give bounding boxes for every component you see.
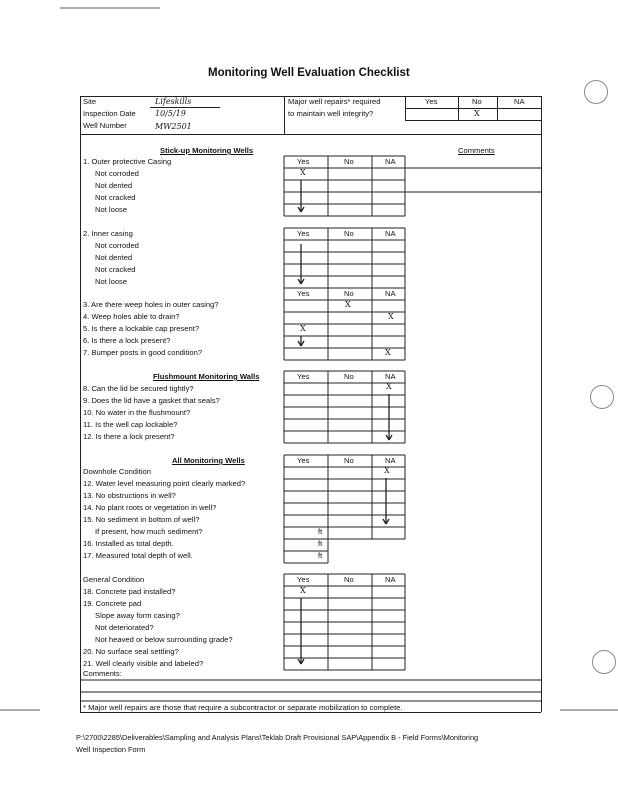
q1b-not-dented: Not dented [95, 181, 133, 190]
stickup-no-header: No [344, 157, 354, 166]
general-na-header: NA [385, 575, 396, 584]
inner-na-header: NA [385, 229, 396, 238]
section-all-wells: All Monitoring Wells [172, 456, 245, 465]
weep-na-header: NA [385, 289, 396, 298]
q1c-not-cracked: Not cracked [95, 193, 136, 202]
q3-weep-holes: 3. Are there weep holes in outer casing? [83, 300, 219, 309]
q14-no-roots: 14. No plant roots or vegetation in well? [83, 503, 217, 512]
q12-lock-present: 12. Is there a lock present? [83, 432, 175, 441]
q7-na-mark: X [385, 348, 391, 357]
q16-unit-ft: ft [318, 539, 323, 548]
footer-path-line1: P:\2700\2285\Deliverables\Sampling and Analysis Plans\Teklab Draft Provisional SAP\Appendix B - Field Forms\Monitoring [76, 733, 479, 742]
q1d-not-loose: Not loose [95, 205, 128, 214]
stickup-na-header: NA [385, 157, 396, 166]
footnote: * Major well repairs are those that require a subcontractor or separate mobilization to complete. [83, 703, 403, 712]
q1-yes-mark: X [300, 168, 306, 177]
site-underline [150, 107, 220, 108]
q2c-not-cracked: Not cracked [95, 265, 136, 274]
q2b-not-dented: Not dented [95, 253, 133, 262]
well-number-label: Well Number [83, 121, 127, 130]
weep-yes-header: Yes [297, 289, 310, 298]
q8-lid-secured: 8. Can the lid be secured tightly? [83, 384, 194, 393]
q1a-not-corroded: Not corroded [95, 169, 139, 178]
q15-no-sediment: 15. No sediment in bottom of well? [83, 515, 200, 524]
inner-no-header: No [344, 229, 354, 238]
general-no-header: No [344, 575, 354, 584]
q19b-not-deteriorated: Not deteriorated? [95, 623, 154, 632]
footer-path-line2: Well Inspection Form [76, 745, 146, 754]
q10-no-water: 10. No water in the flushmount? [83, 408, 191, 417]
repairs-question-line1: Major well repairs* required [288, 97, 381, 106]
q6-lock-present: 6. Is there a lock present? [83, 336, 171, 345]
q5-yes-mark: X [300, 324, 306, 333]
q2d-not-loose: Not loose [95, 277, 128, 286]
general-heading: General Condition [83, 575, 145, 584]
q16-installed-depth: 16. Installed as total depth. [83, 539, 174, 548]
q15a-unit-ft: ft [318, 527, 323, 536]
repairs-no-mark: X [474, 109, 480, 118]
weep-no-header: No [344, 289, 354, 298]
q4-na-mark: X [388, 312, 394, 321]
section-flushmount: Flushmount Monitoring Walls [153, 372, 260, 381]
q12b-na-mark: X [384, 466, 390, 475]
all-no-header: No [344, 456, 354, 465]
q18-yes-mark: X [300, 586, 306, 595]
inspection-date-value: 10/5/19 [155, 109, 186, 118]
q11-cap-lockable: 11. Is the well cap lockable? [83, 420, 178, 429]
page-title: Monitoring Well Evaluation Checklist [208, 67, 410, 79]
general-yes-header: Yes [297, 575, 310, 584]
repairs-question-line2: to maintain well integrity? [288, 109, 374, 118]
q2-inner-casing: 2. Inner casing [83, 229, 133, 238]
q17-unit-ft: ft [318, 551, 323, 560]
flush-na-header: NA [385, 372, 396, 381]
site-value: Lifeskills [155, 97, 192, 106]
comments-heading: Comments [458, 146, 495, 155]
q9-lid-gasket: 9. Does the lid have a gasket that seals? [83, 396, 220, 405]
all-yes-header: Yes [297, 456, 310, 465]
flush-no-header: No [344, 372, 354, 381]
q13-no-obstructions: 13. No obstructions in well? [83, 491, 176, 500]
inner-yes-header: Yes [297, 229, 310, 238]
q17-measured-depth: 17. Measured total depth of well. [83, 551, 193, 560]
q19c-not-heaved: Not heaved or below surrounding grade? [95, 635, 233, 644]
well-number-value: MW2501 [155, 122, 192, 131]
section-stickup: Stick-up Monitoring Wells [160, 146, 254, 155]
comments-label: Comments: [83, 669, 122, 678]
q8-na-mark: X [386, 382, 392, 391]
q12b-water-level: 12. Water level measuring point clearly marked? [83, 479, 246, 488]
q4-weep-drain: 4. Weep holes able to drain? [83, 312, 180, 321]
repairs-na-header: NA [514, 97, 525, 106]
q20-surface-seal: 20. No surface seal settling? [83, 647, 179, 656]
q18-concrete-pad: 18. Concrete pad installed? [83, 587, 176, 596]
repairs-no-header: No [472, 97, 482, 106]
downhole-heading: Downhole Condition [83, 467, 151, 476]
q15a-sediment-amount: If present, how much sediment? [95, 527, 203, 536]
q1-outer-casing: 1. Outer protective Casing [83, 157, 172, 166]
q3-no-mark: X [345, 300, 351, 309]
q2a-not-corroded: Not corroded [95, 241, 139, 250]
stickup-yes-header: Yes [297, 157, 310, 166]
all-na-header: NA [385, 456, 396, 465]
inspection-date-label: Inspection Date [83, 109, 136, 118]
q21-well-visible: 21. Well clearly visible and labeled? [83, 659, 204, 668]
repairs-yes-header: Yes [425, 97, 438, 106]
q19-concrete-pad: 19. Concrete pad [83, 599, 142, 608]
q7-bumper-posts: 7. Bumper posts in good condition? [83, 348, 203, 357]
q5-lockable-cap: 5. Is there a lockable cap present? [83, 324, 200, 333]
q19a-slope: Slope away form casing? [95, 611, 180, 620]
site-label: Site [83, 97, 97, 106]
flush-yes-header: Yes [297, 372, 310, 381]
